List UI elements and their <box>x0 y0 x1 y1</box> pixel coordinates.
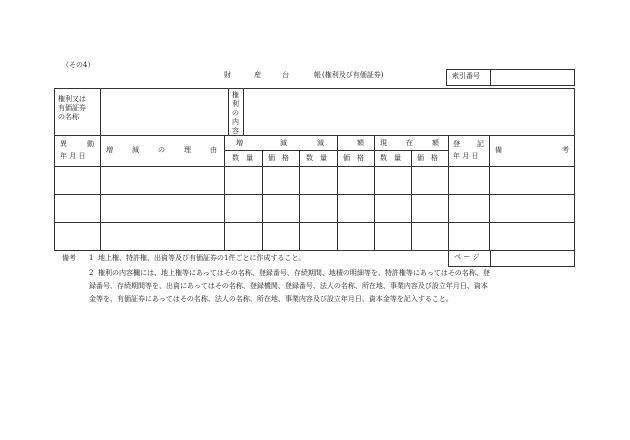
reason-label-4: 理 <box>184 146 191 154</box>
table-row[interactable] <box>55 167 574 194</box>
index-box-divider <box>490 69 491 85</box>
rights-content-field[interactable] <box>245 90 572 133</box>
table-top-border <box>54 88 575 89</box>
dec-price-label: 価 格 <box>343 154 364 162</box>
inc-quantity-label: 数 量 <box>232 154 253 162</box>
rights-name-label-line3: の名称 <box>58 113 79 121</box>
inc-dec-label-4: 額 <box>357 139 364 147</box>
current-label-1: 現 <box>380 139 387 147</box>
page-number-field[interactable] <box>492 251 573 265</box>
cur-price-label: 価 格 <box>417 154 438 162</box>
rights-row-bottom <box>54 135 575 136</box>
reason-label-1: 増 <box>106 146 113 154</box>
change-date-label-2: 動 <box>87 140 94 148</box>
dec-quantity-label: 数 量 <box>306 154 327 162</box>
current-label-2: 在 <box>406 139 413 147</box>
cur-quantity-label: 数 量 <box>380 154 401 162</box>
index-number-field[interactable] <box>492 70 573 84</box>
title-char-1: 財 <box>224 71 231 79</box>
title-char-4: 帳 <box>314 71 321 79</box>
page-box-bottom <box>448 266 575 267</box>
note-1-number: 1 <box>89 254 94 262</box>
current-label-3: 額 <box>432 139 439 147</box>
title-subtitle: (権利及び有価証券) <box>322 71 384 79</box>
table-right-border <box>574 88 575 250</box>
change-date-label-1: 異 <box>60 140 67 148</box>
page-box-right <box>574 250 575 266</box>
note-2-number: 2 <box>89 269 94 277</box>
rights-content-label: 権利の内容 <box>232 91 239 135</box>
inc-dec-label-1: 増 <box>236 139 243 147</box>
page-title <box>224 72 444 82</box>
note-1-text: 地上権、特許権、出資等及び有価証券の1件ごとに作成すること。 <box>98 254 306 262</box>
rights-name-label-line2: 有価証券 <box>58 104 86 112</box>
remarks-label-2: 考 <box>562 146 569 154</box>
index-number-label: 索引番号 <box>452 72 480 80</box>
table-row[interactable] <box>55 195 574 222</box>
reason-label-2: 減 <box>132 146 139 154</box>
form-number: （その4） <box>62 61 95 69</box>
rights-content-divider-2 <box>243 88 244 135</box>
table-row[interactable] <box>55 223 574 250</box>
index-box-bottom <box>446 85 575 86</box>
index-box-left <box>446 69 447 85</box>
rights-content-divider-1 <box>228 88 229 135</box>
reason-label-5: 由 <box>210 146 217 154</box>
title-char-2: 産 <box>254 71 261 79</box>
inc-dec-label-2: 減 <box>280 139 287 147</box>
page-box-divider <box>490 250 491 266</box>
page-box-left <box>448 250 449 266</box>
note-2-text-line3: 金等を、有価証券にあってはその名称、法人の名称、所在地、事業内容及び設立年月日、資本金等を記入すること。 <box>89 295 453 303</box>
register-date-label-2: 記 <box>477 140 484 148</box>
page-label: ペ ー ジ <box>454 253 480 261</box>
notes-label: 備考 <box>62 254 76 262</box>
register-date-label-3: 年 月 日 <box>453 152 479 160</box>
rights-name-label <box>58 96 98 121</box>
rights-name-divider <box>100 88 101 135</box>
register-date-label-1: 登 <box>453 140 460 148</box>
title-char-3: 台 <box>282 71 289 79</box>
rights-name-label-line1: 権利又は <box>58 95 86 103</box>
rights-name-field[interactable] <box>102 90 226 133</box>
remarks-label-1: 備 <box>495 146 502 154</box>
inc-price-label: 価 格 <box>268 154 289 162</box>
index-box-right <box>574 69 575 85</box>
reason-label-3: の <box>158 146 165 154</box>
note-2-text-line1: 権利の内容欄には、地上権等にあってはその名称、登録番号、存続期間、地積の明細等を、特許権等にあってはその名称、登 <box>98 269 490 277</box>
inc-dec-label-3: 減 <box>317 139 324 147</box>
change-date-label-3: 年 月 日 <box>60 152 86 160</box>
header-subdivider <box>224 150 448 151</box>
note-2-text-line2: 録番号、存続期間等を、出資にあってはその名称、登録機関、登録番号、法人の名称、所在地、事業内容及び設立年月日、資本 <box>89 282 488 290</box>
